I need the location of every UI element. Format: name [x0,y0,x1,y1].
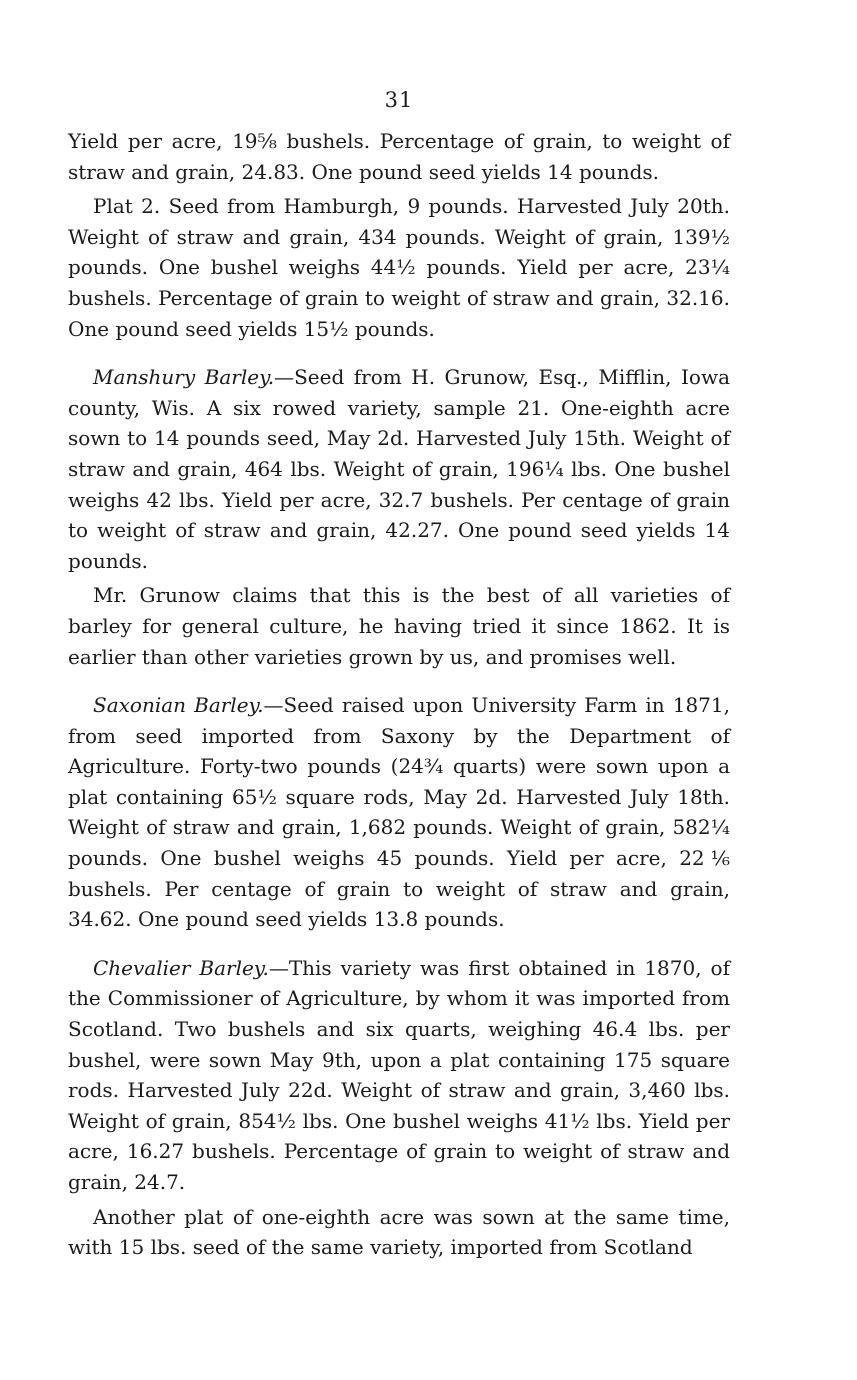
paragraph-text: Another plat of one-eighth acre was sown at the same time, with 15 lbs. seed of the same variety, imported from Scotland [68,1204,730,1260]
paragraph-plat-yield [68,126,730,187]
paragraph-chevalier-barley [68,953,730,1198]
paragraph-text: —Seed from H. Grunow, Esq., Mifflin, Iowa county, Wis. A six rowed variety, sample 21. One-eighth acre sown to 14 pounds seed, May 2d. Harvested July 15th. Weight of straw and grain, 464 lbs. Weight of grain, 196¼ lbs. One bushel weighs 42 lbs. Yield per acre, 32.7 bushels. Per centage of grain to weight of straw and grain, 42.27. One pound seed yields 14 pounds. [68,365,730,573]
paragraph-text: Mr. Grunow claims that this is the best of all varieties of barley for general culture, he having tried it since 1862. It is earlier than other varieties grown by us, and promises well. [68,583,730,669]
page-number: 31 [384,88,414,112]
variety-heading: Manshury Barley. [93,365,275,390]
paragraph-text: —This variety was first obtained in 1870, of the Commissioner of Agriculture, by whom it was imported from Scotland. Two bushels and six quarts, weighing 46.4 lbs. per bushel, were sown May 9th, upon a plat containing 175 square rods. Harvested July 22d. Weight of straw and grain, 3,460 lbs. Weight of grain, 854½ lbs. One bushel weighs 41½ lbs. Yield per acre, 16.27 bushels. Percentage of grain to weight of straw and grain, 24.7. [68,955,730,1194]
paragraph-text: Plat 2. Seed from Hamburgh, 9 pounds. Harvested July 20th. Weight of straw and grain, 434 pounds. Weight of grain, 139½ pounds. One bushel weighs 44½ pounds. Yield per acre, 23¼ bushels. Percentage of grain to weight of straw and grain, 32.16. One pound seed yields 15½ pounds. [68,194,730,341]
paragraph-saxonian-barley [68,690,730,935]
variety-heading: Chevalier Barley. [93,955,269,980]
paragraph-plat-2 [68,191,730,344]
paragraph-grunow-claims [68,580,730,672]
paragraph-text: Yield per acre, 19⅝ bushels. Percentage of grain, to weight of straw and grain, 24.83. One pound seed yields 14 pounds. [68,129,730,184]
paragraph-manshury-barley [68,362,730,576]
paragraph-text: —Seed raised upon University Farm in 1871, from seed imported from Saxony by the Department of Agriculture. Forty-two pounds (24¾ quarts) were sown upon a plat containing 65½ square rods, May 2d. Harvested July 18th. Weight of straw and grain, 1,682 pounds. Weight of grain, 582¼ pounds. One bushel weighs 45 pounds. Yield per acre, 22⅙ bushels. Per centage of grain to weight of straw and grain, 34.62. One pound seed yields 13.8 pounds. [68,693,730,932]
variety-heading: Saxonian Barley. [93,693,264,718]
paragraph-another-plat [68,1202,730,1263]
document-page [68,88,730,1263]
